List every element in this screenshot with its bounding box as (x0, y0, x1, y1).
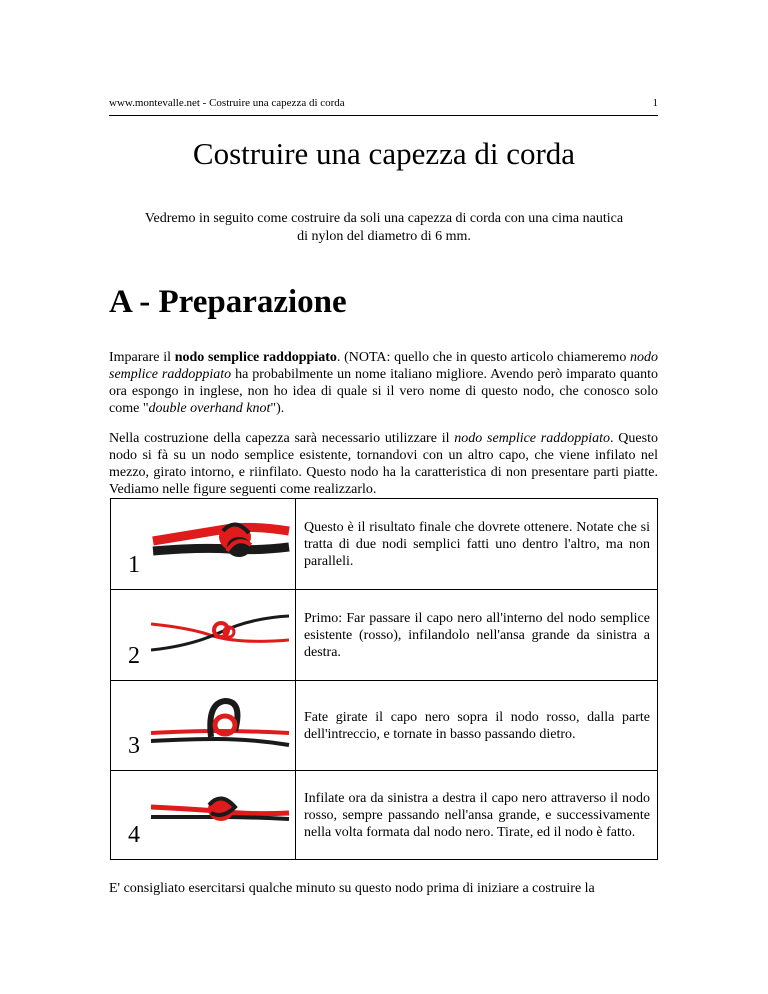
step-number: 2 (128, 643, 140, 669)
header-page-number: 1 (652, 97, 658, 109)
header-site-title: www.montevalle.net - Costruire una capezza di corda (109, 97, 345, 109)
step-row (111, 499, 658, 590)
step-four-knot-image (151, 783, 291, 843)
step-image-cell (111, 681, 296, 771)
step-text: Infilate ora da sinistra a destra il capo nero attraverso il nodo rosso, sempre passando nell'ansa grande, e successivamente nella volta formata dal nodo nero. Tirate, ed il nodo è fatto. (296, 771, 658, 860)
steps-table (110, 498, 658, 860)
step-number: 3 (128, 733, 140, 759)
document-title: Costruire una capezza di corda (192, 136, 576, 171)
paragraph-practice: E' consigliato esercitarsi qualche minuto su questo nodo prima di iniziare a costruire la (109, 881, 595, 896)
step-number: 4 (128, 822, 140, 848)
step-row (111, 590, 658, 681)
step-image-cell (111, 590, 296, 681)
italic-term: nodo semplice raddoppiato (109, 350, 659, 382)
step-row (111, 681, 658, 771)
step-text: Fate girate il capo nero sopra il nodo rosso, dalla parte dell'intreccio, e tornate in basso passando dietro. (296, 681, 658, 771)
finished-knot-image (151, 511, 291, 571)
step-text: Questo è il risultato finale che dovrete ottenere. Notate che si tratta di due nodi semplici fatti uno dentro l'altro, ma non paralleli. (296, 499, 658, 590)
step-number: 1 (128, 552, 140, 578)
italic-term: double overhand knot (148, 401, 271, 416)
italic-term: nodo semplice raddoppiato (454, 431, 611, 446)
step-image-cell (111, 499, 296, 590)
text-run: "). (270, 401, 285, 416)
text-run: Imparare il (109, 350, 175, 365)
bold-term: nodo semplice raddoppiato (174, 350, 337, 365)
step-text: Primo: Far passare il capo nero all'interno del nodo semplice esistente (rosso), infilandolo nell'ansa grande da sinistra a destra. (296, 590, 658, 681)
step-image-cell (111, 771, 296, 860)
step-row (111, 771, 658, 860)
step-three-knot-image (151, 693, 291, 753)
paragraph-knot-usage (109, 430, 658, 498)
section-heading: A - Preparazione (109, 284, 347, 320)
text-run: ha probabilmente un nome italiano migliore. Avendo però imparato quanto ora espongo in inglese, non ho idea di quale si il vero nome di questo nodo, che conosco solo come " (109, 367, 658, 416)
text-run: Nella costruzione della capezza sarà necessario utilizzare il (109, 431, 455, 446)
intro-paragraph: Vedremo in seguito come costruire da soli una capezza di corda con una cima nautica di nylon del diametro di 6 mm. (144, 211, 624, 244)
running-header (109, 97, 658, 116)
step-two-knot-image (151, 602, 291, 662)
text-run: . Questo nodo si fà su un nodo semplice esistente, tornandovi con un altro capo, che viene infilato nel mezzo, girato intorno, e riinfilato. Questo nodo ha la caratteristica di non presentare parti piatte. Vediamo nelle figure seguenti come realizzarlo. (109, 431, 658, 497)
text-run: . (NOTA: quello che in questo articolo chiameremo (336, 350, 631, 365)
paragraph-learn-knot (109, 349, 658, 417)
